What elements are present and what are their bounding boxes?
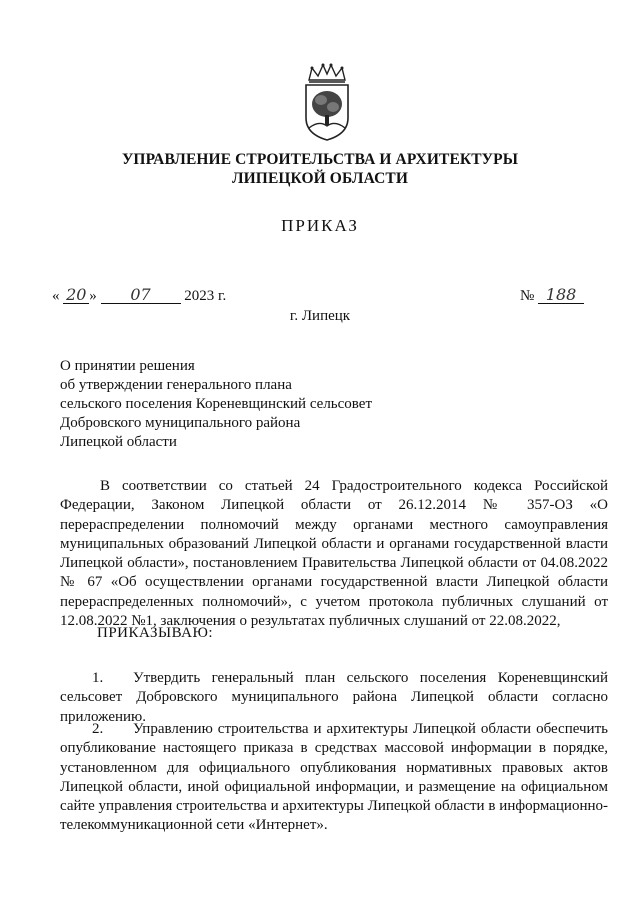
document-date bbox=[52, 287, 226, 305]
document-type: ПРИКАЗ bbox=[281, 216, 359, 235]
preamble-paragraph: В соответствии со статьей 24 Градостроительного кодекса Российской Федерации, Законом Липецкой области от 26.12.2014 № 357-ОЗ «О перераспределении полномочий между органами местного самоуправления муниципальных образований Липецкой области и органами государственной власти Липецкой области», постановлением Правительства Липецкой области от 04.08.2022 № 67 «Об осуществлении органами государственной власти Липецкой области перераспределенных полномочий», с учетом протокола публичных слушаний от 12.08.2022 №1, заключения о результатах публичных слушаний от 22.08.2022, bbox=[60, 478, 608, 630]
subject-line: сельского поселения Кореневщинский сельсовет bbox=[60, 396, 373, 412]
date-day: 20 bbox=[63, 287, 89, 304]
subject-line: Добровского муниципального района bbox=[60, 415, 301, 431]
number-value: 188 bbox=[538, 287, 584, 304]
org-title-line1: УПРАВЛЕНИЕ СТРОИТЕЛЬСТВА И АРХИТЕКТУРЫ bbox=[121, 151, 519, 168]
date-year: 2023 г. bbox=[184, 288, 227, 304]
order-item-text: Утвердить генеральный план сельского поселения Кореневщинский сельсовет Добровского муниципального района Липецкой области согласно приложению. bbox=[60, 670, 608, 725]
order-item-number: 2. bbox=[92, 721, 104, 737]
city: г. Липецк bbox=[289, 308, 351, 324]
date-month: 07 bbox=[101, 287, 181, 304]
date-open-quote: « bbox=[52, 288, 60, 304]
order-word: ПРИКАЗЫВАЮ: bbox=[97, 625, 214, 641]
number-label: № bbox=[520, 288, 535, 304]
org-title-line2: ЛИПЕЦКОЙ ОБЛАСТИ bbox=[232, 170, 408, 187]
subject-block bbox=[60, 357, 372, 452]
document-number bbox=[520, 287, 584, 305]
subject-line: О принятии решения bbox=[60, 358, 195, 374]
order-item-1 bbox=[60, 669, 608, 727]
subject-line: об утверждении генерального плана bbox=[60, 377, 292, 393]
coat-of-arms-icon bbox=[301, 62, 353, 142]
order-item-number: 1. bbox=[92, 670, 104, 686]
subject-line: Липецкой области bbox=[60, 434, 177, 450]
date-close-quote: » bbox=[89, 288, 97, 304]
order-item-2 bbox=[60, 720, 608, 836]
order-item-text: Управлению строительства и архитектуры Липецкой области обеспечить опубликование настоящего приказа в средствах массовой информации в порядке, установленном для официального опубликования нормативных правовых актов Липецкой области, иной официальной информации, и размещение на официальном сайте управления строительства и архитектуры Липецкой области в информационно-телекоммуникационной сети «Интернет». bbox=[60, 721, 608, 834]
